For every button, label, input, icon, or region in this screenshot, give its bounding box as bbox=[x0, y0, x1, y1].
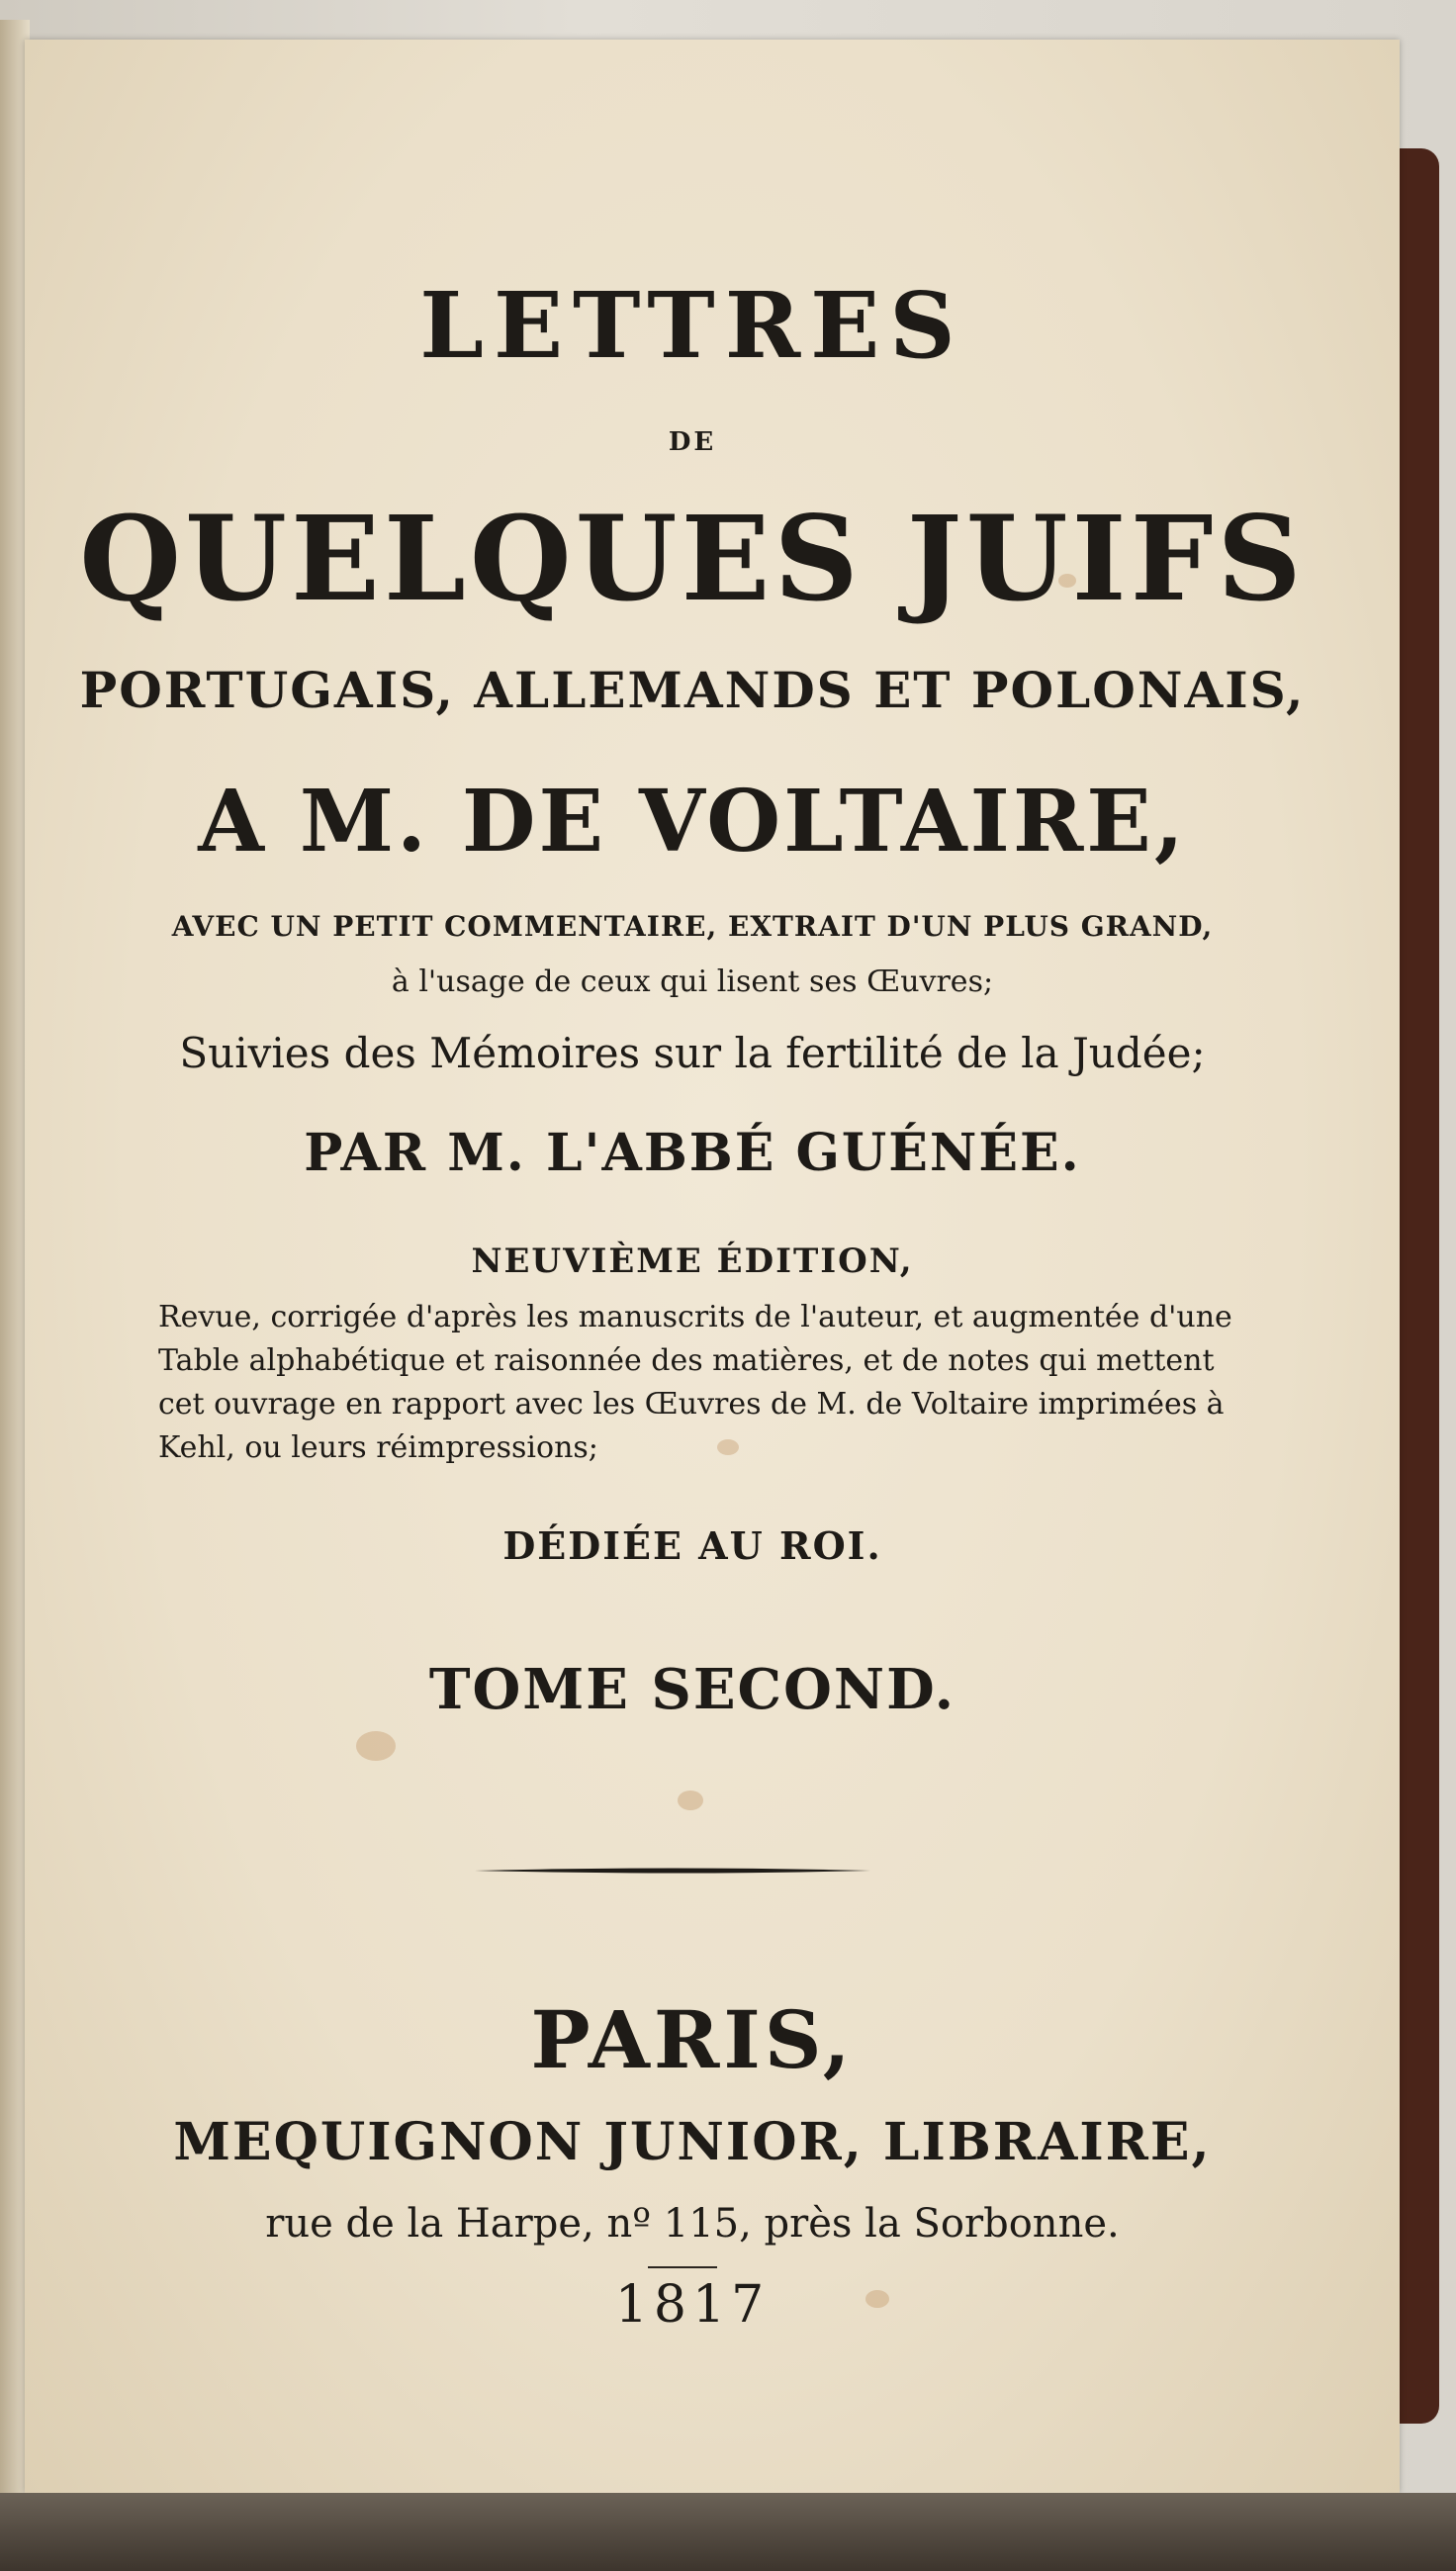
dedication-line: DÉDIÉE AU ROI. bbox=[502, 1523, 882, 1568]
ornamental-rule-shape bbox=[475, 1869, 870, 1874]
title-line-quelques-juifs: QUELQUES JUIFS bbox=[79, 490, 1306, 627]
imprint-publisher: MEQUIGNON JUNIOR, LIBRAIRE, bbox=[173, 2112, 1212, 2172]
edition-note-line: Kehl, ou leurs réimpressions; bbox=[158, 1430, 598, 1465]
volume-line: TOME SECOND. bbox=[428, 1657, 956, 1722]
edition-heading: NEUVIÈME ÉDITION, bbox=[471, 1241, 914, 1281]
title-line-origins: PORTUGAIS, ALLEMANDS ET POLONAIS, bbox=[79, 661, 1306, 719]
author-line: PAR M. L'ABBÉ GUÉNÉE. bbox=[304, 1123, 1081, 1183]
title-line-voltaire: A M. DE VOLTAIRE, bbox=[198, 772, 1187, 872]
ornamental-rule bbox=[475, 1867, 870, 1875]
edition-note-line: Revue, corrigée d'après les manuscrits de l'auteur, et augmentée d'une bbox=[158, 1300, 1232, 1334]
subtitle-usage: à l'usage de ceux qui lisent ses Œuvres; bbox=[391, 964, 994, 999]
foxing-spot bbox=[356, 1731, 396, 1761]
foxing-spot bbox=[678, 1791, 703, 1810]
title-line-de: DE bbox=[668, 427, 717, 457]
subtitle-memoires: Suivies des Mémoires sur la fertilité de la Judée; bbox=[179, 1029, 1206, 1077]
imprint-address: rue de la Harpe, nº 115, près la Sorbonne. bbox=[265, 2201, 1120, 2247]
title-line-lettres: LETTRES bbox=[419, 272, 965, 379]
edition-note bbox=[158, 1296, 1276, 1470]
bottom-shadow bbox=[0, 2493, 1456, 2571]
imprint-place: PARIS, bbox=[530, 1993, 855, 2086]
subtitle-commentaire: AVEC UN PETIT COMMENTAIRE, EXTRAIT D'UN PLUS GRAND, bbox=[171, 910, 1214, 943]
imprint-year: 1817 bbox=[614, 2275, 771, 2335]
year-rule bbox=[648, 2266, 717, 2268]
edition-note-line: Table alphabétique et raisonnée des matières, et de notes qui mettent bbox=[158, 1343, 1215, 1378]
edition-note-line: cet ouvrage en rapport avec les Œuvres de M. de Voltaire imprimées à bbox=[158, 1387, 1225, 1422]
